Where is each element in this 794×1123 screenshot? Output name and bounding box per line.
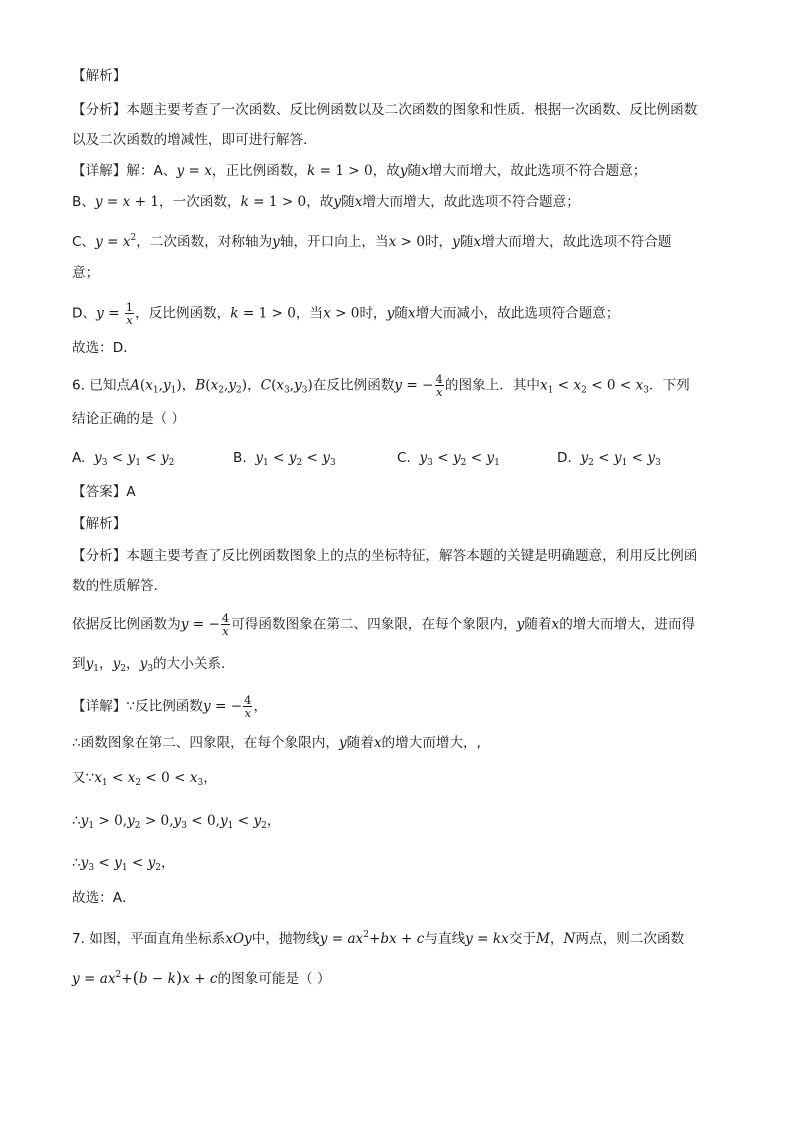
fraction: $\frac{1}{x}$ [125,300,134,327]
fraction: $\frac{4}{x}$ [244,693,252,720]
q5-detail-c: C、$y = x^2$，二次函数，对称轴为y轴，开口向上，当x > 0时，y随x增大而增大，故此选项不符合题 [72,233,672,250]
formula: y [96,305,104,322]
q6-detail-3: 又$\because x_1 < x_2 < 0 < x_3$， [72,770,217,788]
q5-detail-b: B、y = x + 1，一次函数，k = 1 > 0，故y随x增大而增大，故此选项不符合题意； [72,194,580,210]
formula: y [94,194,103,210]
solution-heading [72,66,734,86]
q5-detail-d: D、y = $\frac{1}{x}$ ，反比例函数，k = 1 > 0，当x > 0时，y随x增大而减小，故此选项符合题意； [72,300,620,327]
q6-solution-heading [72,514,734,534]
analysis-tag: 【分析】 [72,102,127,118]
q6-basis-line-2: 到$y_1$，$y_2$，$y_3$的大小关系． [72,656,235,674]
q6-detail-1: 【详解】∵反比例函数y = − $\frac{4}{x}$ ， [72,693,268,720]
q5-detail-a: 【详解】解：A、y = x，正比例函数，k = 1 > 0，故y随x增大而增大，故此选项不符合题意； [72,163,647,179]
q6-stem-line-2: 结论正确的是（ ） [72,411,186,427]
q5-analysis-line-2 [72,130,734,150]
q6-analysis-line-1: 【分析】本题主要考查了反比例函数图象上的点的坐标特征，解答本题的关键是明确题意，利用反比例函 [72,548,698,564]
q5-analysis-line-1 [72,100,734,120]
q5-conclusion: 故选：D． [72,340,137,356]
analysis-tag: 【分析】 [72,548,127,564]
q6-detail-5: $\therefore y_3 < y_1 < y_2$， [72,855,175,873]
q6-answer [72,482,734,502]
answer-value: A [126,484,136,500]
point-b: B [195,377,206,394]
option-d[interactable]: D. $y_2 < y_1 < y_3$ [557,450,661,468]
q6-detail-4: $\therefore y_1 > 0,y_2 > 0,y_3 < 0,y_1 < y_2$， [72,813,281,831]
q7-stem-line-2: $y = ax^2+(b - k)x + c$的图象可能是（ ） [72,968,331,987]
q6-basis-line-1: 依据反比例函数为y = − $\frac{4}{x}$ 可得函数图象在第二、四象限，在每个象限内，y随着x的增大而增大，进而得 [72,611,696,638]
fraction: $\frac{4}{x}$ [221,611,230,638]
fraction: $\frac{4}{x}$ [435,372,443,399]
option-c[interactable]: C. $y_3 < y_2 < y_1$ [397,450,500,468]
answer-tag: 【答案】 [72,484,127,500]
analysis-text: 以及二次函数的增减性，即可进行解答． [72,132,317,148]
point-a: A [130,377,140,394]
q6-conclusion: 故选：A． [72,890,136,906]
formula: y [95,234,103,250]
formula: y [176,163,185,179]
q6-stem-line-1: 6. 已知点$A(x_1,y_1)$，$B(x_2,y_2)$，$C(x_3,y_3)$在反比例函数y = − $\frac{4}{x}$ 的图象上．其中$x_1 < x_2 < 0 < x_3$．下列 [72,372,690,399]
q5-detail-c-cont: 意； [72,265,100,281]
detail-tag: 【详解】 [72,698,127,715]
q6-detail-2: ∴函数图象在第二、四象限，在每个象限内，y随着x的增大而增大，, [72,735,481,751]
q6-analysis-line-2: 数的性质解答． [72,578,168,594]
analysis-text: 本题主要考查了一次函数、反比例函数以及二次函数的图象和性质．根据一次函数、反比例函数 [126,102,698,118]
option-a[interactable]: A. $y_3 < y_1 < y_2$ [72,450,175,468]
section-label: 【解析】 [72,516,127,532]
point-c: C [260,377,272,394]
section-label: 【解析】 [72,68,127,84]
option-b[interactable]: B. $y_1 < y_2 < y_3$ [233,450,336,468]
q7-stem-line-1: 7. 如图，平面直角坐标系xOy中，抛物线$y = ax^2+bx + c$与直线y = kx交于M，N两点，则二次函数 [72,930,685,947]
detail-tag: 【详解】 [72,163,127,179]
